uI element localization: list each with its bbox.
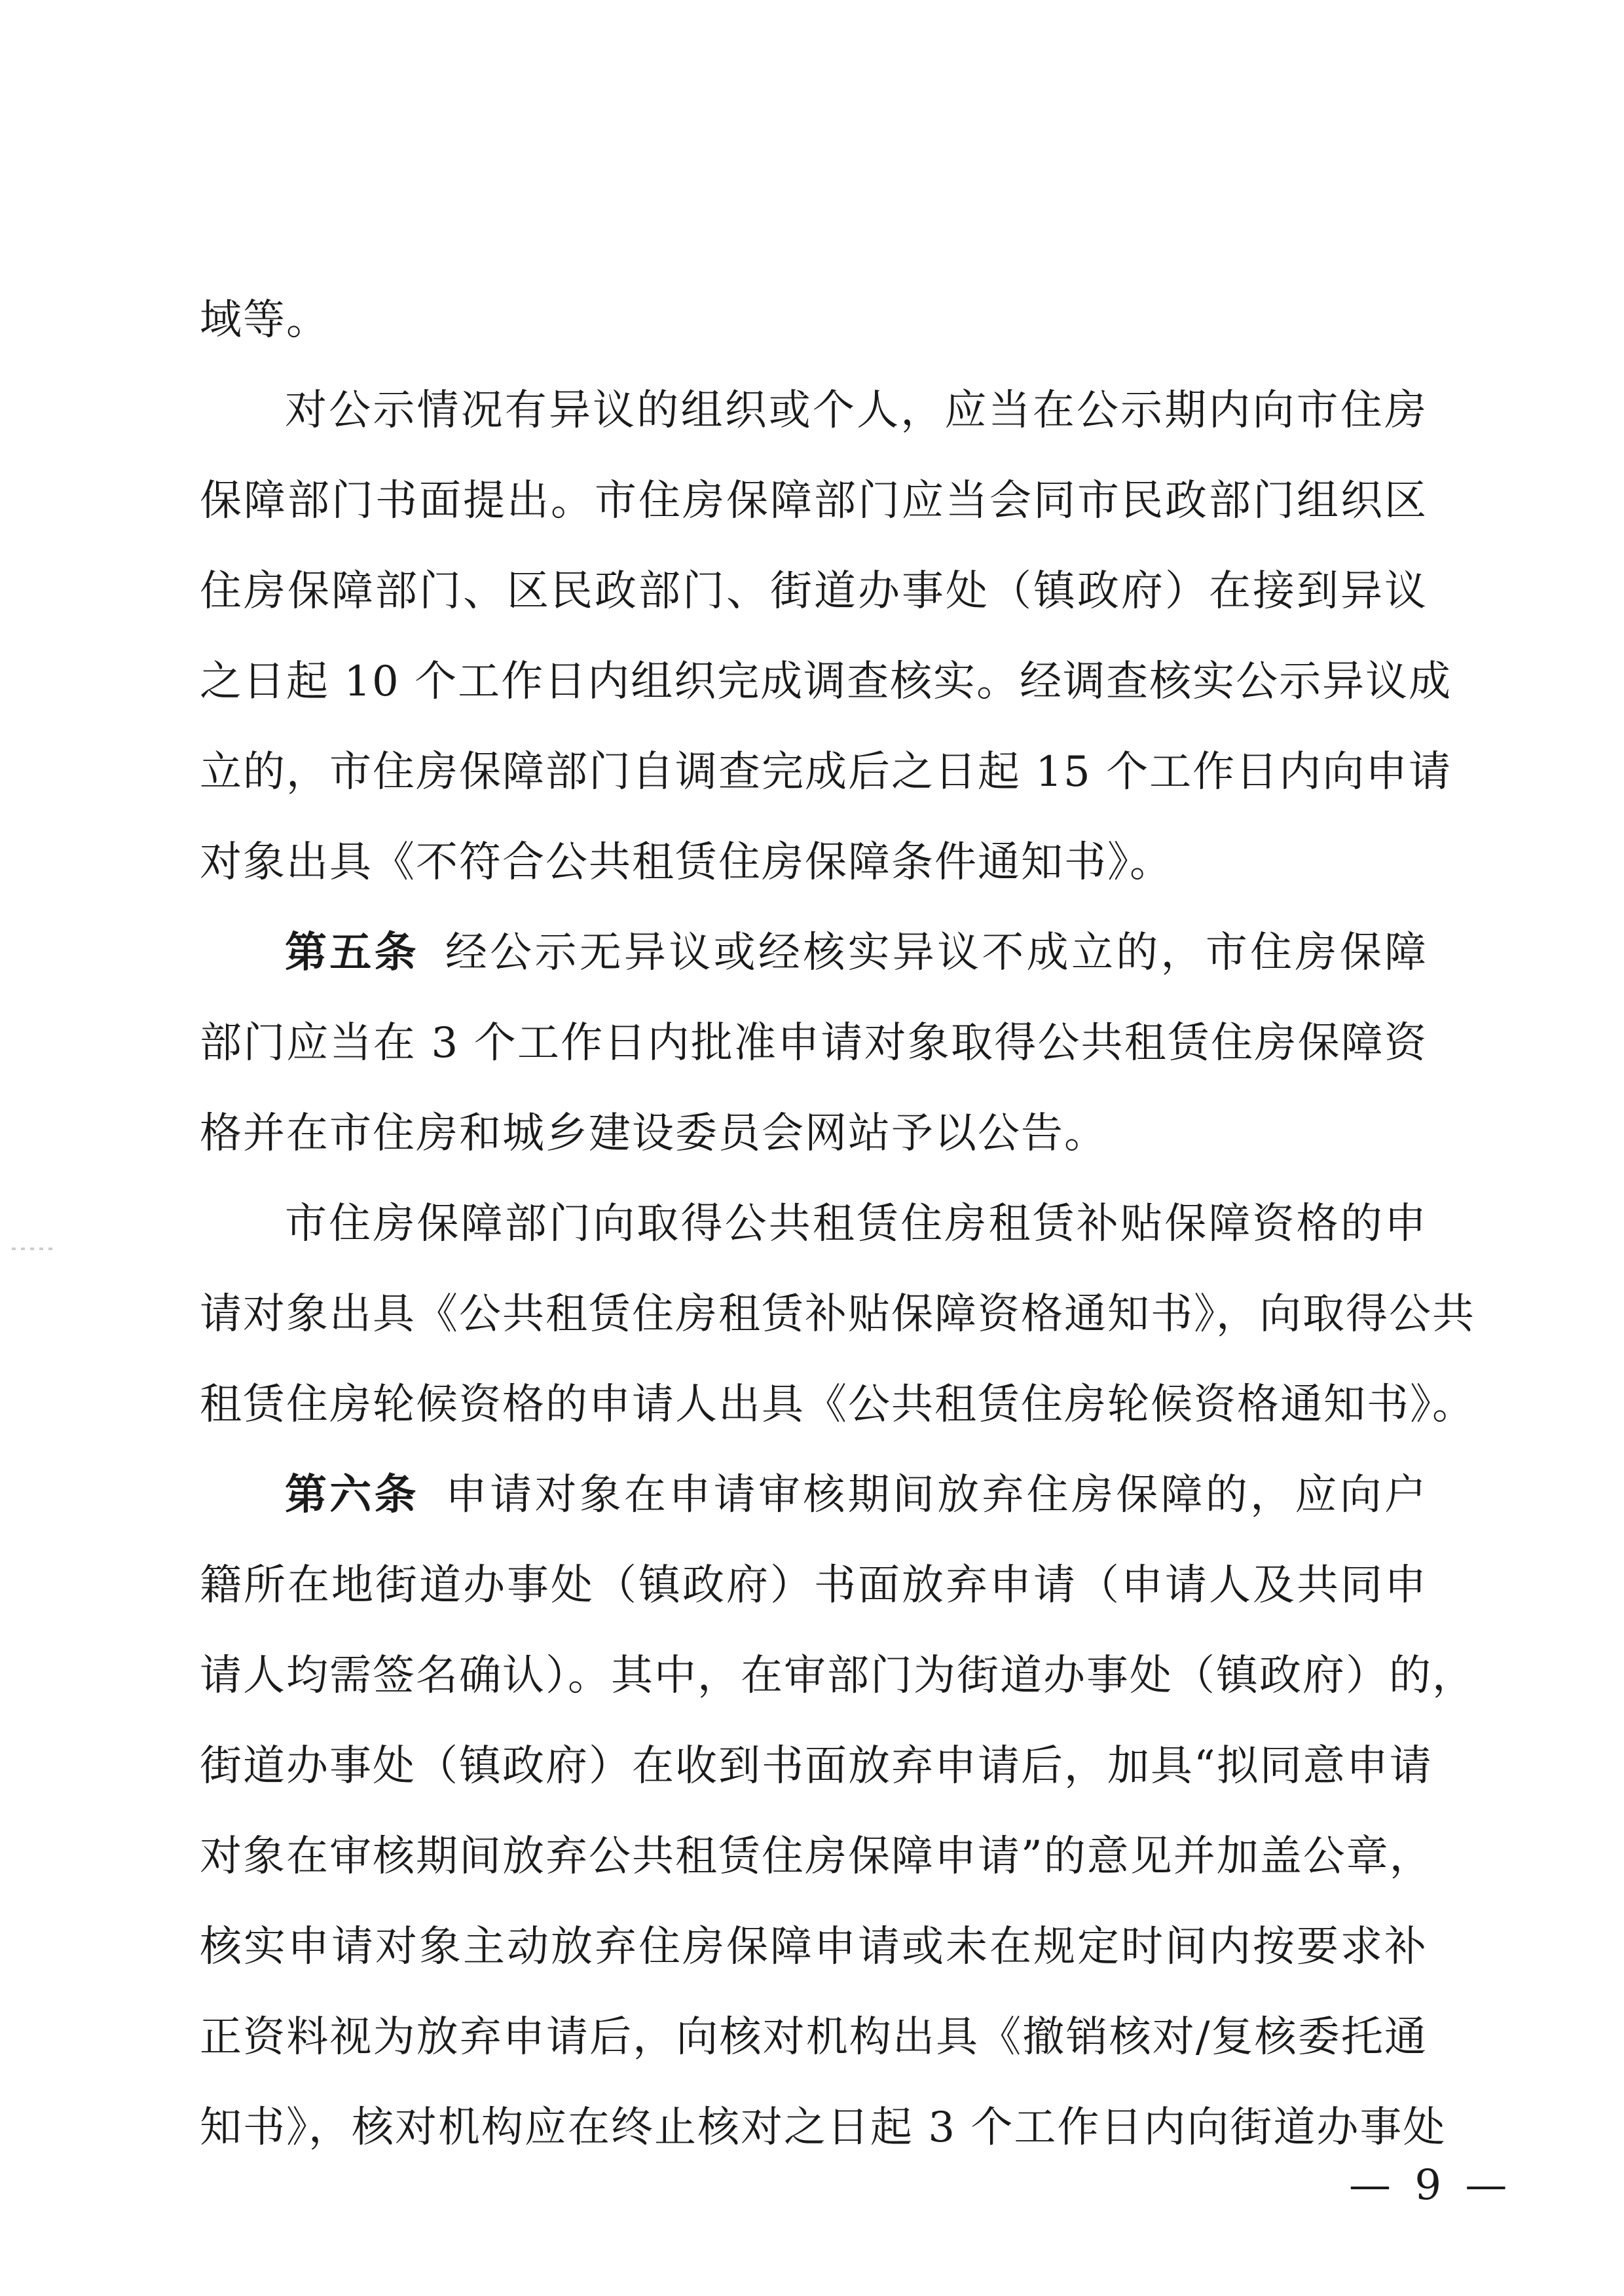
paragraph-continuation: [200, 275, 1428, 365]
paragraph-notice: [200, 1179, 1475, 1450]
scan-artifact: [12, 1248, 58, 1250]
article-six: [200, 1450, 1475, 2173]
text-line: [200, 908, 1428, 998]
text-line: 正资料视为放弃申请后，向核对机构出具《撤销核对/复核委托通: [200, 2013, 1428, 2062]
body-text: [200, 275, 1475, 2173]
article-heading: 第五条: [285, 929, 419, 977]
article-heading: 第六条: [285, 1471, 419, 1519]
text-line: 对公示情况有异议的组织或个人，应当在公示期内向市住房: [285, 386, 1428, 435]
article-text: 经公示无异议或经核实异议不成立的，市住房保障: [445, 929, 1428, 977]
text-line: 格并在市住房和城乡建设委员会网站予以公告。: [200, 1109, 1107, 1158]
text-line: 请对象出具《公共租赁住房租赁补贴保障资格通知书》，向取得公共: [200, 1290, 1475, 1339]
article-text: 申请对象在申请审核期间放弃住房保障的，应向户: [445, 1471, 1428, 1519]
text-line: 域等。: [200, 296, 329, 344]
text-line: 籍所在地街道办事处（镇政府）书面放弃申请（申请人及共同申: [200, 1561, 1428, 1610]
text-line: 请人均需签名确认）。其中，在审部门为街道办事处（镇政府）的，: [200, 1652, 1475, 1700]
text-line: 核实申请对象主动放弃住房保障申请或未在规定时间内按要求补: [200, 1923, 1428, 1971]
text-line: 街道办事处（镇政府）在收到书面放弃申请后，加具“拟同意申请: [200, 1742, 1433, 1790]
text-line: 之日起 10 个工作日内组织完成调查核实。经调查核实公示异议成: [200, 657, 1452, 706]
text-line: 对象出具《不符合公共租赁住房保障条件通知书》。: [200, 838, 1173, 887]
text-line: [200, 1450, 1428, 1540]
text-line: 立的，市住房保障部门自调查完成后之日起 15 个工作日内向申请: [200, 748, 1452, 796]
text-line: 部门应当在 3 个工作日内批准申请对象取得公共租赁住房保障资: [200, 1019, 1428, 1067]
text-line: 市住房保障部门向取得公共租赁住房租赁补贴保障资格的申: [285, 1200, 1428, 1248]
paragraph-objection: [200, 365, 1452, 908]
text-line: 对象在审核期间放弃公共租赁住房保障申请”的意见并加盖公章，: [200, 1832, 1433, 1881]
page-number: — 9 —: [1349, 2161, 1513, 2210]
text-line: 租赁住房轮候资格的申请人出具《公共租赁住房轮候资格通知书》。: [200, 1380, 1475, 1429]
article-five: [200, 908, 1428, 1179]
text-line: 住房保障部门、区民政部门、街道办事处（镇政府）在接到异议: [200, 567, 1428, 616]
text-line: 保障部门书面提出。市住房保障部门应当会同市民政部门组织区: [200, 477, 1428, 525]
text-line: 知书》，核对机构应在终止核对之日起 3 个工作日内向街道办事处: [200, 2103, 1447, 2152]
